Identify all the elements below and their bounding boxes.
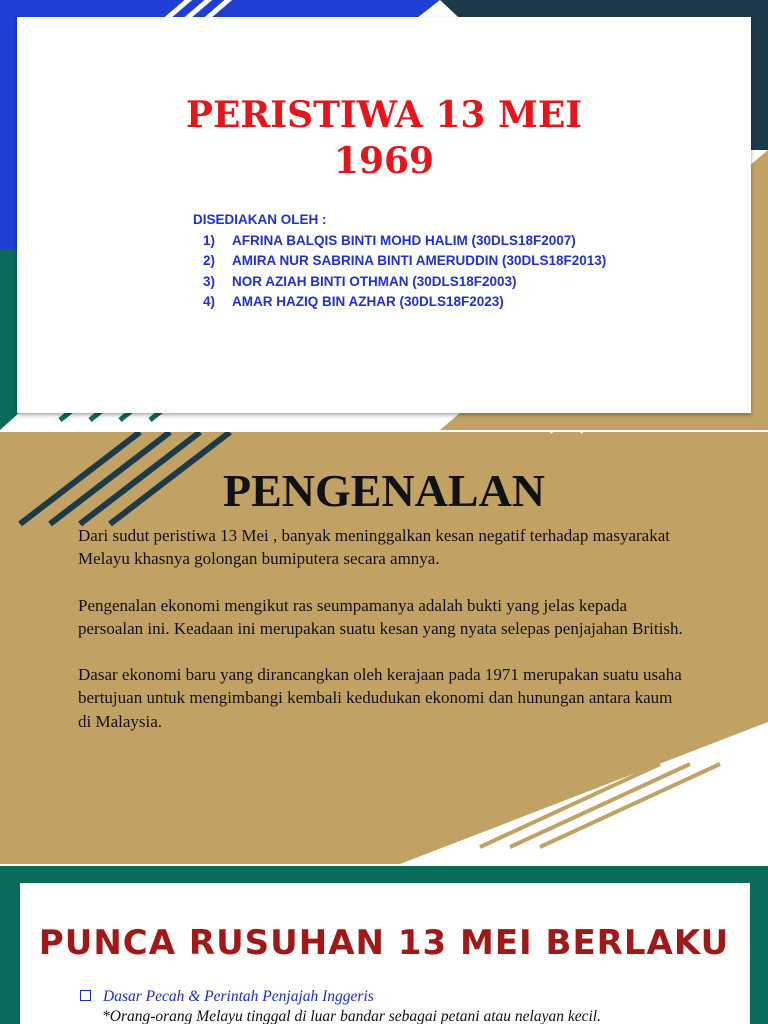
author-item bbox=[193, 251, 643, 272]
prepared-by-label: DISEDIAKAN OLEH : bbox=[193, 212, 327, 227]
section-title-introduction: PENGENALAN bbox=[222, 465, 546, 516]
author-list bbox=[193, 231, 643, 313]
bullet-detail: *Orang-orang Melayu tinggal di luar bandar sebagai petani atau nelayan kecil. bbox=[102, 1008, 601, 1024]
introduction-slide bbox=[0, 432, 768, 864]
paragraph: Dasar ekonomi baru yang dirancangkan oleh kerajaan pada 1971 merupakan suatu usaha bertujuan untuk mengimbangi kembali kedudukan ekonomi dan hunungan antara kaum di Malaysia. bbox=[78, 665, 682, 731]
presentation-title bbox=[0, 92, 768, 184]
author-item bbox=[193, 292, 643, 313]
title-line-2: 1969 bbox=[333, 140, 435, 182]
author-name: NOR AZIAH BINTI OTHMAN (30DLS18F2003) bbox=[232, 273, 517, 289]
title-slide bbox=[0, 0, 768, 430]
author-item bbox=[193, 231, 643, 252]
author-number: 3) bbox=[203, 273, 216, 289]
author-name: AMAR HAZIQ BIN AZHAR (30DLS18F2023) bbox=[232, 294, 504, 309]
author-block bbox=[193, 210, 643, 313]
bullet-text: Dasar Pecah & Perintah Penjajah Inggeris bbox=[103, 988, 374, 1005]
bullet-item bbox=[80, 988, 374, 1006]
section-title-causes: PUNCA RUSUHAN 13 MEI BERLAKU bbox=[38, 923, 730, 963]
author-number: 1) bbox=[203, 232, 216, 248]
author-item bbox=[193, 272, 643, 293]
causes-slide bbox=[0, 866, 768, 1024]
author-name: AFRINA BALQIS BINTI MOHD HALIM (30DLS18F2007) bbox=[232, 232, 576, 248]
paragraph: Pengenalan ekonomi mengikut ras seumpamanya adalah bukti yang jelas kepada persoalan ini. Keadaan ini merupakan suatu kesan yang nyata selepas penjajahan British. bbox=[78, 595, 683, 638]
author-number: 2) bbox=[203, 253, 216, 268]
checkbox-bullet-icon bbox=[80, 990, 91, 1001]
author-name: AMIRA NUR SABRINA BINTI AMERUDDIN (30DLS18F2013) bbox=[232, 253, 607, 268]
title-line-1: PERISTIWA 13 MEI bbox=[185, 94, 583, 136]
introduction-body bbox=[78, 524, 688, 756]
author-number: 4) bbox=[203, 294, 216, 309]
paragraph: Dari sudut peristiwa 13 Mei , banyak meninggalkan kesan negatif terhadap masyarakat Melayu khasnya golongan bumiputera secara amnya. bbox=[78, 526, 670, 569]
